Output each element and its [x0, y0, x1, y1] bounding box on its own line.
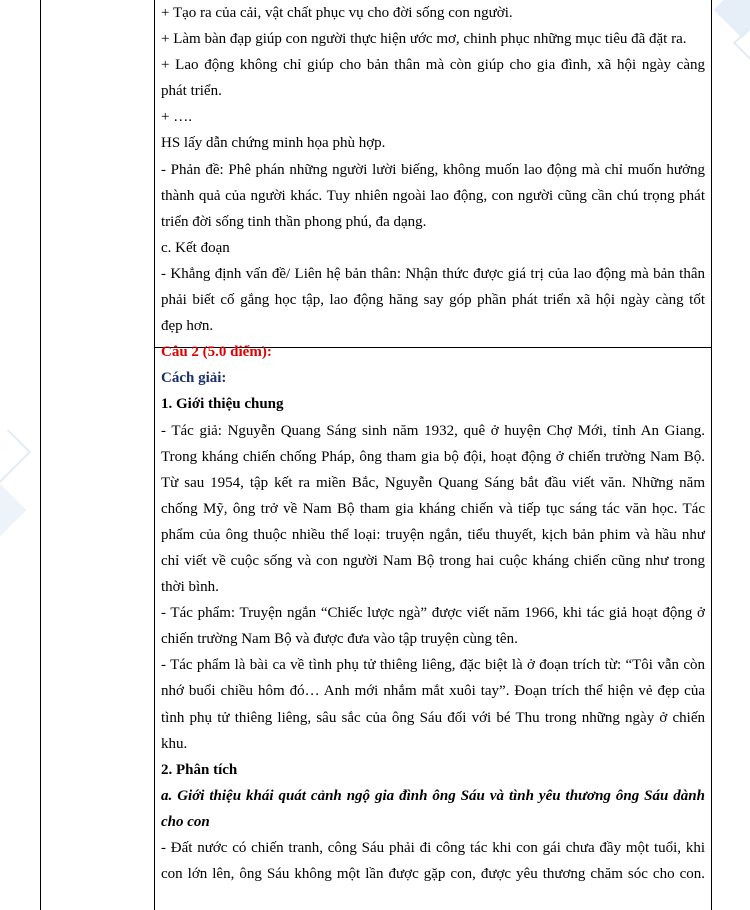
method-heading: Cách giải: — [161, 370, 227, 387]
text-line: cho con — [161, 813, 210, 830]
text-line: - Tác phẩm: Truyện ngắn “Chiếc lược ngà” được viết năm 1966, khi tác giả hoạt động ở — [161, 605, 705, 622]
answer-content — [161, 0, 705, 887]
text-line: a. Giới thiệu khái quát cảnh ngộ gia đình ông Sáu và tình yêu thương ông Sáu dành — [161, 787, 705, 804]
section-1-heading: 1. Giới thiệu chung — [161, 396, 284, 413]
text-line: nhớ buổi chiều hôm đó… Anh mới nhắm mắt xuôi tay”. Đoạn trích thể hiện vẻ đẹp của — [161, 683, 705, 700]
text-line: - Phản đề: Phê phán những người lười biếng, không muốn lao động mà chỉ muốn hưởng — [161, 161, 705, 178]
section-1-body — [161, 418, 705, 757]
text-line: thành quả của người khác. Tuy nhiên ngoài lao động, con người cũng cần chú trọng phát — [161, 187, 705, 204]
question-heading: Câu 2 (5.0 điểm): — [161, 344, 272, 361]
text-line: con lớn lên, ông Sáu không một lần được gặp con, được yêu thương chăm sóc cho con. — [161, 866, 705, 883]
text-line: phát triển. — [161, 83, 222, 100]
text-line: thời bình. — [161, 579, 219, 596]
text-line: Trong kháng chiến chống Pháp, ông tham gia bộ đội, hoạt động ở chiến trường Nam Bộ. — [161, 448, 705, 465]
text-line: - Khẳng định vấn đề/ Liên hệ bản thân: Nhận thức được giá trị của lao động mà bản thân — [161, 265, 705, 282]
section-2-subheading — [161, 783, 705, 835]
text-line: đẹp hơn. — [161, 318, 214, 335]
text-line: + Tạo ra của cải, vật chất phục vụ cho đời sống con người. — [161, 5, 513, 21]
section-2-body — [161, 835, 705, 887]
text-line: + …. — [161, 109, 192, 126]
text-line: + Lao động không chỉ giúp cho bản thân mà còn giúp cho gia đình, xã hội ngày càng — [161, 57, 705, 74]
text-line: chống Mỹ, ông trở về Nam Bộ tham gia kháng chiến và tiếp tục sáng tác văn học. Tác — [161, 500, 705, 517]
text-line: - Đất nước có chiến tranh, công Sáu phải đi công tác khi con gái chưa đầy một tuổi, khi — [161, 840, 705, 856]
text-line: Từ sau 1954, tập kết ra miền Bắc, Nguyễn Quang Sáng bắt đầu viết văn. Những năm — [161, 474, 705, 491]
text-line: tình phụ tử thiêng liêng, sâu sắc của ông Sáu đối với bé Thu trong những ngày ở chiến — [161, 709, 705, 726]
text-line: chiến trường Nam Bộ và được đưa vào tập truyện cùng tên. — [161, 631, 518, 648]
text-line: phải biết cố gắng học tập, lao động hăng say góp phần phát triển xã hội ngày càng tốt — [161, 292, 705, 309]
text-line: HS lấy dẫn chứng minh họa phù hợp. — [161, 135, 386, 152]
section-2-heading: 2. Phân tích — [161, 761, 238, 778]
column-divider — [154, 0, 155, 910]
text-line: khu. — [161, 735, 188, 752]
text-line: - Tác giả: Nguyễn Quang Sáng sinh năm 1932, quê ở huyện Chợ Mới, tỉnh An Giang. — [161, 422, 705, 439]
text-line: c. Kết đoạn — [161, 239, 230, 256]
text-line: phẩm của ông thuộc nhiều thể loại: truyện ngắn, tiểu thuyết, kịch bản phim và hầu như — [161, 526, 705, 543]
text-line: chỉ viết về cuộc sống và con người Nam Bộ trong hai cuộc kháng chiến cũng như trong — [161, 552, 705, 569]
margin-decoration — [0, 430, 40, 550]
essay-part-1 — [161, 0, 705, 339]
text-line: + Làm bàn đạp giúp con người thực hiện ước mơ, chinh phục những mục tiêu đã đặt ra. — [161, 31, 687, 48]
text-line: - Tác phẩm là bài ca về tình phụ tử thiêng liêng, đặc biệt là ở đoạn trích từ: “Tôi vẫn còn — [161, 657, 705, 674]
text-line: triển đời sống tinh thần phong phú, đa dạng. — [161, 213, 427, 230]
